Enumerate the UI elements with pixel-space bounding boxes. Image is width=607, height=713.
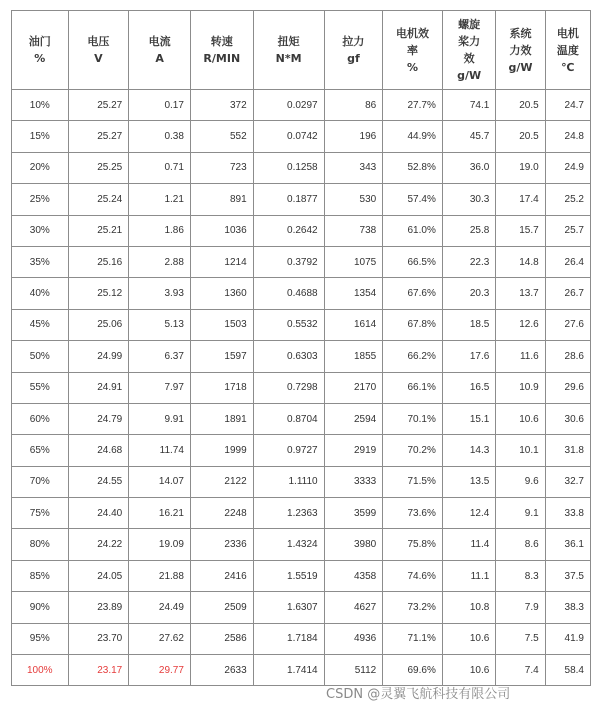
cell-motor-eff: 66.5% — [383, 246, 443, 277]
cell-voltage: 23.70 — [68, 623, 129, 654]
cell-prop-eff: 10.6 — [442, 623, 495, 654]
column-header-line: 油门 — [28, 35, 51, 48]
cell-motor-eff: 71.1% — [383, 623, 443, 654]
cell-current: 0.17 — [129, 90, 191, 121]
table-row — [12, 90, 591, 121]
cell-prop-eff: 11.1 — [442, 560, 495, 591]
cell-temp: 29.6 — [545, 372, 590, 403]
cell-voltage: 24.91 — [68, 372, 129, 403]
cell-thrust: 2919 — [324, 435, 383, 466]
cell-temp: 25.2 — [545, 184, 590, 215]
cell-throttle: 20% — [12, 152, 69, 183]
cell-rpm: 2122 — [190, 466, 253, 497]
cell-throttle: 40% — [12, 278, 69, 309]
column-header-line: 扭矩 — [277, 35, 300, 48]
cell-motor-eff: 73.6% — [383, 498, 443, 529]
cell-torque: 1.7184 — [253, 623, 324, 654]
table-row — [12, 403, 591, 434]
cell-current: 1.21 — [129, 184, 191, 215]
column-header-line: % — [407, 60, 419, 74]
cell-torque: 0.6303 — [253, 341, 324, 372]
cell-temp: 24.9 — [545, 152, 590, 183]
cell-prop-eff: 25.8 — [442, 215, 495, 246]
cell-voltage: 24.40 — [68, 498, 129, 529]
cell-thrust: 86 — [324, 90, 383, 121]
column-header-line: 电机效 — [396, 26, 430, 40]
cell-motor-eff: 75.8% — [383, 529, 443, 560]
cell-throttle: 100% — [12, 655, 69, 686]
cell-rpm: 2509 — [190, 592, 253, 623]
column-header — [129, 11, 191, 90]
cell-throttle: 60% — [12, 403, 69, 434]
cell-thrust: 5112 — [324, 655, 383, 686]
cell-motor-eff: 27.7% — [383, 90, 443, 121]
cell-sys-eff: 11.6 — [496, 341, 545, 372]
cell-throttle: 90% — [12, 592, 69, 623]
cell-thrust: 530 — [324, 184, 383, 215]
table-row — [12, 246, 591, 277]
cell-torque: 0.2642 — [253, 215, 324, 246]
cell-motor-eff: 66.2% — [383, 341, 443, 372]
cell-motor-eff: 71.5% — [383, 466, 443, 497]
cell-rpm: 1999 — [190, 435, 253, 466]
cell-current: 5.13 — [129, 309, 191, 340]
cell-thrust: 196 — [324, 121, 383, 152]
table-row — [12, 215, 591, 246]
cell-throttle: 55% — [12, 372, 69, 403]
column-header-line: 力效 — [509, 43, 532, 57]
cell-prop-eff: 20.3 — [442, 278, 495, 309]
cell-torque: 1.6307 — [253, 592, 324, 623]
column-header — [190, 11, 253, 90]
cell-torque: 0.0297 — [253, 90, 324, 121]
cell-throttle: 45% — [12, 309, 69, 340]
cell-temp: 24.8 — [545, 121, 590, 152]
column-header-line: 电流 — [148, 35, 171, 48]
cell-rpm: 891 — [190, 184, 253, 215]
cell-thrust: 1855 — [324, 341, 383, 372]
cell-current: 24.49 — [129, 592, 191, 623]
column-header-line: g/W — [508, 60, 533, 74]
cell-voltage: 24.99 — [68, 341, 129, 372]
column-header-line: gf — [347, 52, 360, 65]
cell-temp: 27.6 — [545, 309, 590, 340]
cell-voltage: 25.27 — [68, 121, 129, 152]
cell-motor-eff: 44.9% — [383, 121, 443, 152]
cell-throttle: 25% — [12, 184, 69, 215]
cell-sys-eff: 7.9 — [496, 592, 545, 623]
column-header-line: N*M — [275, 52, 302, 65]
cell-temp: 32.7 — [545, 466, 590, 497]
column-header — [68, 11, 129, 90]
cell-torque: 1.5519 — [253, 560, 324, 591]
cell-sys-eff: 7.5 — [496, 623, 545, 654]
cell-sys-eff: 8.6 — [496, 529, 545, 560]
cell-rpm: 1597 — [190, 341, 253, 372]
cell-voltage: 25.12 — [68, 278, 129, 309]
cell-sys-eff: 12.6 — [496, 309, 545, 340]
table-row — [12, 655, 591, 686]
performance-table — [11, 10, 591, 686]
cell-torque: 0.0742 — [253, 121, 324, 152]
table-row — [12, 435, 591, 466]
cell-voltage: 25.06 — [68, 309, 129, 340]
cell-sys-eff: 13.7 — [496, 278, 545, 309]
cell-temp: 41.9 — [545, 623, 590, 654]
cell-temp: 30.6 — [545, 403, 590, 434]
cell-throttle: 35% — [12, 246, 69, 277]
column-header-line: ℃ — [561, 60, 575, 74]
cell-prop-eff: 16.5 — [442, 372, 495, 403]
cell-motor-eff: 69.6% — [383, 655, 443, 686]
cell-prop-eff: 11.4 — [442, 529, 495, 560]
cell-motor-eff: 67.8% — [383, 309, 443, 340]
column-header-line: 桨力 — [458, 35, 481, 48]
cell-voltage: 23.17 — [68, 655, 129, 686]
cell-current: 3.93 — [129, 278, 191, 309]
column-header-line: 电机 — [556, 26, 579, 40]
column-header-line: 率 — [407, 43, 419, 57]
column-header-line: 温度 — [556, 43, 579, 57]
cell-torque: 0.9727 — [253, 435, 324, 466]
column-header — [496, 11, 545, 90]
cell-current: 14.07 — [129, 466, 191, 497]
cell-rpm: 2586 — [190, 623, 253, 654]
cell-voltage: 24.55 — [68, 466, 129, 497]
cell-motor-eff: 70.2% — [383, 435, 443, 466]
cell-current: 7.97 — [129, 372, 191, 403]
cell-motor-eff: 73.2% — [383, 592, 443, 623]
cell-torque: 0.1877 — [253, 184, 324, 215]
cell-sys-eff: 15.7 — [496, 215, 545, 246]
cell-throttle: 75% — [12, 498, 69, 529]
cell-thrust: 4627 — [324, 592, 383, 623]
cell-sys-eff: 9.1 — [496, 498, 545, 529]
cell-torque: 0.7298 — [253, 372, 324, 403]
cell-rpm: 1036 — [190, 215, 253, 246]
cell-rpm: 1360 — [190, 278, 253, 309]
cell-rpm: 1718 — [190, 372, 253, 403]
cell-throttle: 95% — [12, 623, 69, 654]
table-row — [12, 560, 591, 591]
table-row — [12, 466, 591, 497]
cell-throttle: 10% — [12, 90, 69, 121]
cell-prop-eff: 17.6 — [442, 341, 495, 372]
cell-temp: 26.4 — [545, 246, 590, 277]
cell-throttle: 85% — [12, 560, 69, 591]
cell-prop-eff: 36.0 — [442, 152, 495, 183]
cell-torque: 1.2363 — [253, 498, 324, 529]
cell-temp: 36.1 — [545, 529, 590, 560]
cell-throttle: 70% — [12, 466, 69, 497]
cell-sys-eff: 20.5 — [496, 121, 545, 152]
cell-thrust: 4936 — [324, 623, 383, 654]
cell-voltage: 24.79 — [68, 403, 129, 434]
cell-temp: 26.7 — [545, 278, 590, 309]
cell-thrust: 343 — [324, 152, 383, 183]
cell-prop-eff: 18.5 — [442, 309, 495, 340]
cell-temp: 24.7 — [545, 90, 590, 121]
cell-thrust: 2594 — [324, 403, 383, 434]
cell-prop-eff: 30.3 — [442, 184, 495, 215]
column-header-line: 电压 — [87, 35, 110, 48]
table-row — [12, 498, 591, 529]
cell-temp: 37.5 — [545, 560, 590, 591]
table-row — [12, 278, 591, 309]
cell-rpm: 2633 — [190, 655, 253, 686]
cell-rpm: 723 — [190, 152, 253, 183]
cell-rpm: 2336 — [190, 529, 253, 560]
cell-current: 9.91 — [129, 403, 191, 434]
cell-thrust: 1614 — [324, 309, 383, 340]
cell-torque: 1.4324 — [253, 529, 324, 560]
column-header — [383, 11, 443, 90]
column-header-line: A — [155, 52, 164, 65]
table-row — [12, 341, 591, 372]
column-header — [442, 11, 495, 90]
cell-thrust: 3599 — [324, 498, 383, 529]
cell-current: 11.74 — [129, 435, 191, 466]
header-row — [12, 11, 591, 90]
cell-rpm: 1503 — [190, 309, 253, 340]
cell-sys-eff: 7.4 — [496, 655, 545, 686]
cell-current: 16.21 — [129, 498, 191, 529]
cell-prop-eff: 13.5 — [442, 466, 495, 497]
cell-rpm: 1891 — [190, 403, 253, 434]
cell-sys-eff: 17.4 — [496, 184, 545, 215]
cell-torque: 0.4688 — [253, 278, 324, 309]
cell-sys-eff: 20.5 — [496, 90, 545, 121]
cell-motor-eff: 66.1% — [383, 372, 443, 403]
column-header — [324, 11, 383, 90]
table-body — [12, 90, 591, 686]
cell-thrust: 3333 — [324, 466, 383, 497]
cell-sys-eff: 8.3 — [496, 560, 545, 591]
cell-prop-eff: 74.1 — [442, 90, 495, 121]
cell-current: 21.88 — [129, 560, 191, 591]
cell-voltage: 24.22 — [68, 529, 129, 560]
cell-sys-eff: 9.6 — [496, 466, 545, 497]
table-row — [12, 121, 591, 152]
cell-voltage: 25.27 — [68, 90, 129, 121]
cell-sys-eff: 19.0 — [496, 152, 545, 183]
cell-temp: 25.7 — [545, 215, 590, 246]
cell-torque: 0.1258 — [253, 152, 324, 183]
column-header — [253, 11, 324, 90]
table-row — [12, 184, 591, 215]
cell-current: 0.38 — [129, 121, 191, 152]
cell-rpm: 2248 — [190, 498, 253, 529]
cell-motor-eff: 52.8% — [383, 152, 443, 183]
cell-voltage: 25.16 — [68, 246, 129, 277]
cell-temp: 58.4 — [545, 655, 590, 686]
cell-thrust: 738 — [324, 215, 383, 246]
table-row — [12, 309, 591, 340]
column-header-line: 螺旋 — [458, 18, 481, 31]
cell-temp: 28.6 — [545, 341, 590, 372]
cell-voltage: 24.68 — [68, 435, 129, 466]
cell-temp: 33.8 — [545, 498, 590, 529]
column-header — [12, 11, 69, 90]
cell-motor-eff: 67.6% — [383, 278, 443, 309]
cell-sys-eff: 10.1 — [496, 435, 545, 466]
watermark: CSDN @灵翼飞航科技有限公司 — [326, 687, 511, 702]
cell-current: 27.62 — [129, 623, 191, 654]
table-row — [12, 623, 591, 654]
cell-prop-eff: 22.3 — [442, 246, 495, 277]
cell-rpm: 1214 — [190, 246, 253, 277]
column-header-line: 效 — [463, 52, 475, 65]
cell-rpm: 552 — [190, 121, 253, 152]
cell-current: 0.71 — [129, 152, 191, 183]
cell-sys-eff: 14.8 — [496, 246, 545, 277]
table-row — [12, 529, 591, 560]
cell-current: 19.09 — [129, 529, 191, 560]
column-header-line: R/MIN — [203, 52, 241, 65]
cell-torque: 0.5532 — [253, 309, 324, 340]
cell-thrust: 1354 — [324, 278, 383, 309]
cell-thrust: 4358 — [324, 560, 383, 591]
column-header-line: % — [34, 52, 46, 65]
cell-temp: 38.3 — [545, 592, 590, 623]
table-row — [12, 372, 591, 403]
cell-torque: 1.7414 — [253, 655, 324, 686]
cell-voltage: 23.89 — [68, 592, 129, 623]
cell-voltage: 25.25 — [68, 152, 129, 183]
cell-thrust: 2170 — [324, 372, 383, 403]
cell-current: 1.86 — [129, 215, 191, 246]
cell-thrust: 1075 — [324, 246, 383, 277]
cell-throttle: 65% — [12, 435, 69, 466]
cell-voltage: 25.21 — [68, 215, 129, 246]
cell-prop-eff: 10.6 — [442, 655, 495, 686]
column-header — [545, 11, 590, 90]
cell-motor-eff: 57.4% — [383, 184, 443, 215]
cell-prop-eff: 15.1 — [442, 403, 495, 434]
cell-torque: 0.3792 — [253, 246, 324, 277]
column-header-line: V — [94, 52, 103, 65]
table-row — [12, 152, 591, 183]
column-header-line: 转速 — [210, 35, 233, 48]
cell-throttle: 15% — [12, 121, 69, 152]
cell-sys-eff: 10.9 — [496, 372, 545, 403]
cell-motor-eff: 70.1% — [383, 403, 443, 434]
column-header-line: 拉力 — [342, 35, 365, 48]
cell-thrust: 3980 — [324, 529, 383, 560]
cell-voltage: 24.05 — [68, 560, 129, 591]
cell-torque: 0.8704 — [253, 403, 324, 434]
cell-prop-eff: 12.4 — [442, 498, 495, 529]
cell-current: 2.88 — [129, 246, 191, 277]
cell-motor-eff: 61.0% — [383, 215, 443, 246]
column-header-line: 系统 — [509, 26, 532, 40]
cell-prop-eff: 14.3 — [442, 435, 495, 466]
cell-throttle: 50% — [12, 341, 69, 372]
cell-prop-eff: 10.8 — [442, 592, 495, 623]
cell-sys-eff: 10.6 — [496, 403, 545, 434]
cell-rpm: 2416 — [190, 560, 253, 591]
cell-voltage: 25.24 — [68, 184, 129, 215]
cell-throttle: 30% — [12, 215, 69, 246]
table-row — [12, 592, 591, 623]
cell-rpm: 372 — [190, 90, 253, 121]
cell-throttle: 80% — [12, 529, 69, 560]
cell-current: 6.37 — [129, 341, 191, 372]
cell-prop-eff: 45.7 — [442, 121, 495, 152]
column-header-line: g/W — [457, 69, 482, 82]
cell-temp: 31.8 — [545, 435, 590, 466]
cell-torque: 1.1110 — [253, 466, 324, 497]
cell-current: 29.77 — [129, 655, 191, 686]
cell-motor-eff: 74.6% — [383, 560, 443, 591]
